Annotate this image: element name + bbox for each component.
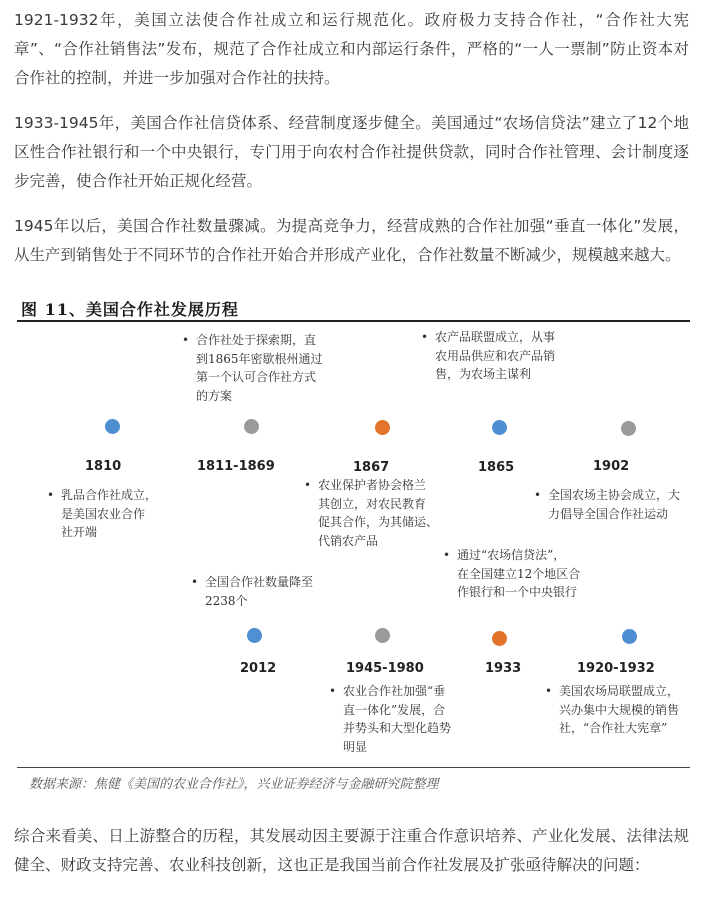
- note-1811-1869: [182, 331, 361, 405]
- bullet-icon: •: [182, 333, 190, 347]
- note-line: 通过“农场信贷法”，: [457, 548, 566, 562]
- note-line: 并势头和大型化趋势: [343, 721, 452, 735]
- bullet-icon: •: [329, 684, 337, 698]
- year-label-1811-1869: 1811-1869: [197, 459, 275, 474]
- timeline-dot-1902: [621, 421, 636, 436]
- year-label-1902: 1902: [593, 459, 630, 474]
- year-label-1920-1932: 1920-1932: [577, 661, 655, 676]
- timeline-dot-1933: [492, 631, 507, 646]
- note-1810: [47, 486, 186, 542]
- timeline-dot-1920-1932: [622, 629, 637, 644]
- note-line: 其创立，对农民教育: [318, 496, 427, 511]
- bullet-icon: •: [421, 330, 429, 344]
- note-1902: [534, 486, 690, 523]
- note-line: 农业合作社加强“垂: [343, 684, 446, 698]
- figure-top-rule: [17, 320, 690, 322]
- us-cooperative-timeline-figure: [13, 297, 690, 795]
- figure-title: 图 11、美国合作社发展历程: [21, 300, 239, 319]
- note-line: 第一个认可合作社方式: [196, 370, 317, 384]
- note-line: 在全国建立12个地区合: [457, 566, 581, 581]
- bullet-icon: •: [47, 488, 55, 502]
- note-1865: [421, 328, 605, 384]
- note-line: 代销农产品: [318, 533, 379, 548]
- note-line: 到1865年密歇根州通过: [196, 351, 323, 366]
- note-line: 全国合作社数量降至: [205, 575, 314, 589]
- timeline-dot-1945-1980: [375, 628, 390, 643]
- figure-bottom-rule: [17, 767, 690, 768]
- paragraph-1921-1932: 1921-1932年，美国立法使合作社成立和运行规范化。政府极力支持合作社，“合作社大宪章”、“合作社销售法”发布，规范了合作社成立和内部运行条件，严格的“一人一票制”防止资本对合作社的控制，并进一步加强对合作社的扶持。: [14, 11, 689, 87]
- note-line: 农产品联盟成立，从事: [435, 330, 556, 344]
- note-line: 直一体化”发展，合: [343, 702, 446, 717]
- year-label-2012: 2012: [240, 661, 277, 676]
- timeline-dot-1867: [375, 420, 390, 435]
- timeline-dot-1865: [492, 420, 507, 435]
- note-line: 是美国农业合作: [61, 506, 146, 521]
- year-label-1933: 1933: [485, 661, 522, 676]
- timeline-dot-1810: [105, 419, 120, 434]
- note-line: 合作社处于探索期，直: [196, 333, 317, 347]
- note-line: 全国农场主协会成立，大: [548, 488, 681, 502]
- note-line: 明显: [343, 739, 368, 754]
- note-line: 售，为农场主谋利: [435, 367, 532, 381]
- note-line: 社，“合作社大宪章”: [559, 721, 668, 735]
- paragraph-1933-1945: 1933-1945年，美国合作社信贷体系、经营制度逐步健全。美国通过“农场信贷法”建立了12个地区性合作社银行和一个中央银行，专门用于向农村合作社提供贷款，同时合作社管理、会计制度逐步完善，使合作社开始正规化经营。: [14, 114, 689, 190]
- bullet-icon: •: [534, 488, 542, 502]
- bullet-icon: •: [443, 548, 451, 562]
- bullet-icon: •: [304, 478, 312, 492]
- note-line: 兴办集中大规模的销售: [559, 702, 680, 717]
- note-line: 2238个: [205, 593, 248, 608]
- year-label-1810: 1810: [85, 459, 122, 474]
- note-1867: [304, 476, 478, 550]
- year-label-1867: 1867: [353, 460, 390, 475]
- note-line: 促其合作，为其储运、: [318, 515, 439, 529]
- note-line: 乳品合作社成立，: [61, 488, 158, 502]
- timeline-dot-1811-1869: [244, 419, 259, 434]
- note-line: 的方案: [196, 388, 233, 403]
- paragraph-after-1945: 1945年以后，美国合作社数量骤减。为提高竞争力，经营成熟的合作社加强“垂直一体化”发展，从生产到销售处于不同环节的合作社开始合并形成产业化，合作社数量不断减少，规模越来越大。: [14, 217, 689, 264]
- note-line: 农用品供应和农产品销: [435, 348, 556, 363]
- paragraph-summary: 综合来看美、日上游整合的历程，其发展动因主要源于注重合作意识培养、产业化发展、法律法规健全、财政支持完善、农业科技创新，这也正是我国当前合作社发展及扩张亟待解决的问题：: [14, 827, 689, 874]
- note-line: 社开端: [61, 525, 98, 539]
- year-label-1945-1980: 1945-1980: [346, 661, 424, 676]
- note-1920-1932: [545, 682, 690, 738]
- bullet-icon: •: [545, 684, 553, 698]
- note-1933: [443, 546, 627, 602]
- note-line: 农业保护者协会格兰: [318, 478, 427, 492]
- note-line: 美国农场局联盟成立，: [559, 684, 680, 698]
- note-line: 力倡导全国合作社运动: [548, 506, 669, 521]
- figure-source: 数据来源：焦健《美国的农业合作社》，兴业证券经济与金融研究院整理: [29, 777, 439, 792]
- timeline-dot-2012: [247, 628, 262, 643]
- year-label-1865: 1865: [478, 460, 515, 475]
- bullet-icon: •: [191, 575, 199, 589]
- note-2012: [191, 573, 355, 610]
- note-1945-1980: [329, 682, 473, 756]
- note-line: 作银行和一个中央银行: [457, 585, 578, 599]
